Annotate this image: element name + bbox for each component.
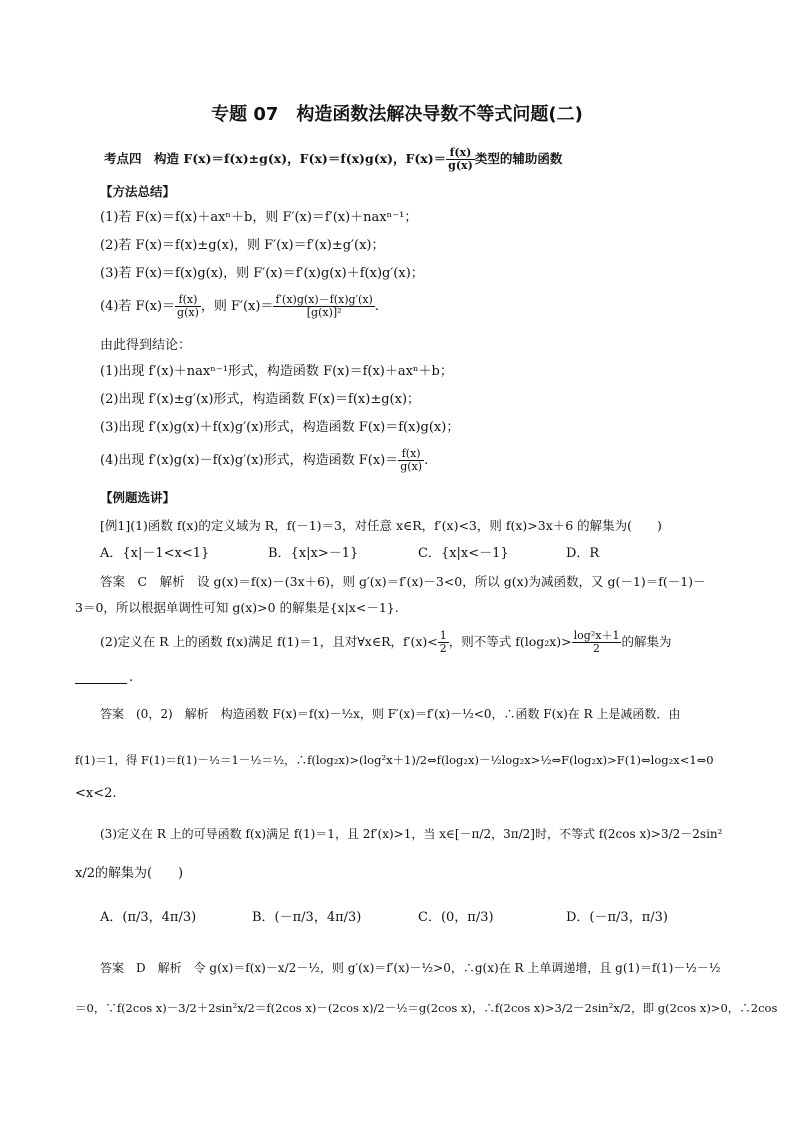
- example-1-question-3-line-1: (3)定义在 R 上的可导函数 f(x)满足 f(1)＝1，且 2f′(x)>1，当 x∈[－π/2，3π/2]时，不等式 f(2cos x)>3/2－2sin²: [100, 827, 723, 841]
- question-2-middle: ，则不等式 f(log₂x)>: [448, 634, 572, 649]
- fraction-denominator: [g(x)]²: [306, 306, 342, 319]
- fraction-numerator: f′(x)g(x)－f(x)g′(x): [275, 293, 373, 306]
- fraction-denominator: g(x): [177, 306, 199, 319]
- question-2-prefix: (2)定义在 R 上的函数 f(x)满足 f(1)＝1，且对∀x∈R，f′(x)<: [100, 634, 438, 649]
- answer-3-line-2: ＝0，∵f(2cos x)－3/2＋2sin²x/2＝f(2cos x)－(2cos x)/2－½＝g(2cos x)，∴f(2cos x)>3/2－2sin²x/2，即 g(2cos x)>0，∴2cos: [75, 1001, 778, 1015]
- option-3c: C．(0，π/3): [418, 910, 494, 925]
- example-1-question-2: [100, 630, 671, 655]
- fraction-denominator: g(x): [448, 159, 473, 172]
- page-title: 专题 07 构造函数法解决导数不等式问题(二): [211, 104, 583, 125]
- answer-2-line-3: <x<2.: [75, 786, 117, 801]
- conclusion-item-2: (2)出现 f′(x)±g′(x)形式，构造函数 F(x)＝f(x)±g(x)；: [100, 392, 421, 407]
- answer-blank: [75, 683, 127, 684]
- method-item-2: (2)若 F(x)＝f(x)±g(x)，则 F′(x)＝f′(x)±g′(x)；: [100, 238, 385, 253]
- conclusion-intro: 由此得到结论：: [100, 338, 192, 353]
- conclusion-item-4-prefix: (4)出现 f′(x)g(x)－f(x)g′(x)形式，构造函数 F(x)＝: [100, 453, 399, 468]
- option-3d: D．(－π/3，π/3): [566, 910, 668, 925]
- fraction-denominator: g(x): [400, 460, 423, 473]
- option-3a: A．(π/3，4π/3): [100, 910, 197, 925]
- question-2-half: [438, 630, 449, 655]
- keypoint-prefix: 考点四 构造 F(x)＝f(x)±g(x)，F(x)＝f(x)g(x)，F(x)＝: [104, 151, 447, 166]
- option-a: A．{x|－1<x<1}: [100, 546, 210, 561]
- example-heading: 【例题选讲】: [100, 490, 176, 505]
- fraction-denominator: 2: [593, 642, 601, 655]
- answer-1-line-1: 答案 C 解析 设 g(x)＝f(x)－(3x＋6)，则 g′(x)＝f′(x)－3<0，所以 g(x)为减函数，又 g(－1)＝f(－1)－: [100, 574, 706, 589]
- fraction-numerator: f(x): [446, 147, 475, 160]
- method-item-4-derivative-fraction: [273, 294, 374, 319]
- method-item-4-prefix: (4)若 F(x)＝: [100, 299, 176, 314]
- example-1-question-1: [例1](1)函数 f(x)的定义域为 R，f(－1)＝3，对任意 x∈R，f′(x)<3，则 f(x)>3x＋6 的解集为( ): [100, 518, 662, 533]
- answer-2-line-2: f(1)＝1，得 F(1)＝f(1)－½＝1－½＝½，∴f(log₂x)>(log²x＋1)/2⇔f(log₂x)－½log₂x>½⇔F(log₂x)>F(1)⇔log₂x<1⇔0: [75, 753, 714, 767]
- method-heading: 【方法总结】: [100, 184, 176, 199]
- question-2-suffix: 的解集为: [621, 634, 672, 649]
- conclusion-item-4: [100, 448, 428, 473]
- answer-3-line-1: 答案 D 解析 令 g(x)＝f(x)－x/2－½，则 g′(x)＝f′(x)－½>0，∴g(x)在 R 上单调递增，且 g(1)＝f(1)－½－½: [100, 961, 721, 975]
- option-b: B．{x|x>－1}: [268, 546, 359, 561]
- question-2-fraction: [572, 630, 622, 655]
- conclusion-item-1: (1)出现 f′(x)＋naxⁿ⁻¹形式，构造函数 F(x)＝f(x)＋axⁿ＋b；: [100, 364, 453, 379]
- fraction-denominator: 2: [439, 642, 447, 655]
- fraction-numerator: f(x): [175, 294, 201, 307]
- keypoint-suffix: 类型的辅助函数: [474, 151, 563, 166]
- conclusion-item-4-fraction: [398, 448, 424, 473]
- keypoint-line: [104, 147, 562, 172]
- method-item-4-middle: ，则 F′(x)＝: [200, 299, 274, 314]
- method-item-4-end: .: [374, 299, 379, 314]
- method-item-4: [100, 294, 379, 319]
- method-item-3: (3)若 F(x)＝f(x)g(x)，则 F′(x)＝f′(x)g(x)＋f(x)g′(x)；: [100, 266, 424, 281]
- keypoint-fraction: [446, 147, 475, 172]
- method-item-1: (1)若 F(x)＝f(x)＋axⁿ＋b，则 F′(x)＝f′(x)＋naxⁿ⁻¹；: [100, 210, 418, 225]
- answer-2-line-1: 答案 (0，2) 解析 构造函数 F(x)＝f(x)－½x，则 F′(x)＝f′(x)－½<0，∴函数 F(x)在 R 上是减函数．由: [100, 707, 681, 721]
- fraction-numerator: f(x): [398, 448, 424, 461]
- question-2-end: .: [129, 670, 134, 685]
- option-c: C．{x|x<－1}: [418, 546, 509, 561]
- conclusion-item-4-end: .: [424, 453, 429, 468]
- answer-1-line-2: 3＝0，所以根据单调性可知 g(x)>0 的解集是{x|x<－1}.: [75, 600, 399, 615]
- fraction-numerator: 1: [439, 629, 447, 642]
- example-1-question-3-line-2: x/2的解集为( ): [75, 866, 184, 881]
- conclusion-item-3: (3)出现 f′(x)g(x)＋f(x)g′(x)形式，构造函数 F(x)＝f(x)g(x)；: [100, 420, 460, 435]
- method-item-4-fraction: [175, 294, 201, 319]
- option-d: D．R: [566, 546, 600, 561]
- option-3b: B．(－π/3，4π/3): [252, 910, 362, 925]
- fraction-numerator: log²x＋1: [573, 629, 620, 642]
